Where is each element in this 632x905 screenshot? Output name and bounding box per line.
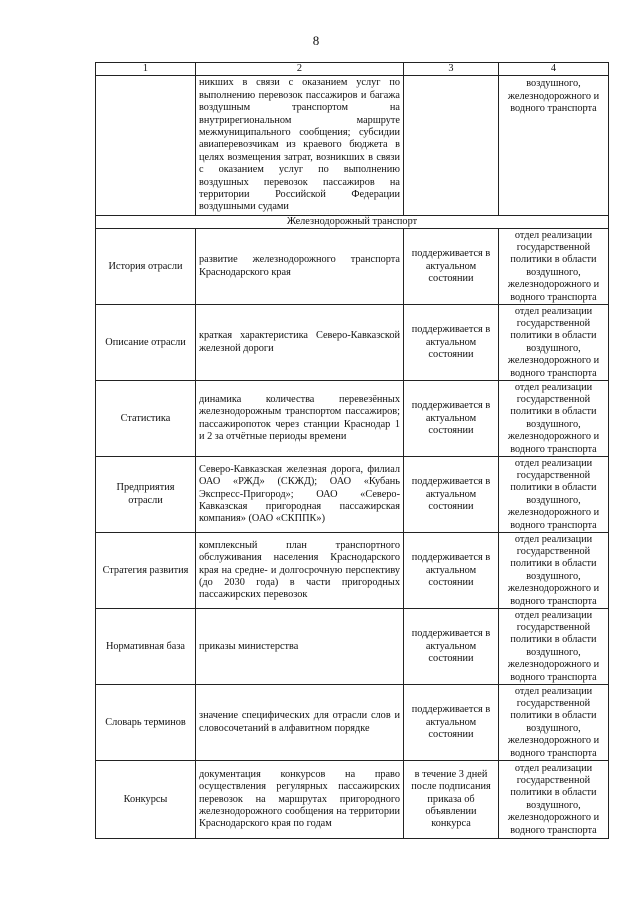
cell-content: динамика количества перевезённых железнодорожным транспортом пассажиров; пассажиропоток через станции Краснодар 1 и 2 за отчётные периоды времени [196,381,404,457]
cell-update [404,76,499,215]
cell-section: Конкурсы [96,761,196,839]
cell-responsible: отдел реализации государственной политики в области воздушного, железнодорожного и водного транспорта [499,305,609,381]
table-row [96,685,609,761]
table-row [96,229,609,305]
cell-section: История отрасли [96,229,196,305]
cell-section: Описание отрасли [96,305,196,381]
header-row [96,63,609,76]
cell-content: Северо-Кавказская железная дорога, филиал ОАО «РЖД» (СКЖД); ОАО «Кубань Экспресс-Пригород»; ОАО «Северо-Кавказская пригородная пассажирская компания» (ОАО «СКППК») [196,457,404,533]
cell-responsible: отдел реализации государственной политики в области воздушного, железнодорожного и водного транспорта [499,685,609,761]
cell-section: Стратегия развития [96,533,196,609]
cell-section [96,76,196,215]
cell-content: документация конкурсов на право осуществления регулярных пассажирских перевозок на маршрутах пригородного железнодорожного сообщения на территории Краснодарского края по годам [196,761,404,839]
cell-responsible: отдел реализации государственной политики в области воздушного, железнодорожного и водного транспорта [499,229,609,305]
cell-section: Нормативная база [96,609,196,685]
cell-content: краткая характеристика Северо-Кавказской железной дороги [196,305,404,381]
table-row [96,533,609,609]
cell-content: приказы министерства [196,609,404,685]
cell-section: Словарь терминов [96,685,196,761]
cell-responsible: отдел реализации государственной политики в области воздушного, железнодорожного и водного транспорта [499,609,609,685]
data-table [95,62,609,839]
cell-responsible: отдел реализации государственной политики в области воздушного, железнодорожного и водного транспорта [499,457,609,533]
table-row [96,76,609,215]
cell-content: значение специфических для отрасли слов и словосочетаний в алфавитном порядке [196,685,404,761]
cell-responsible: отдел реализации государственной политики в области воздушного, железнодорожного и водного транспорта [499,761,609,839]
table-row [96,305,609,381]
cell-update: поддерживается в актуальном состоянии [404,229,499,305]
cell-content: развитие железнодорожного транспорта Краснодарского края [196,229,404,305]
cell-section: Предприятия отрасли [96,457,196,533]
header-cell: 4 [499,63,609,76]
cell-update: в течение 3 дней после подписания приказа об объявлении конкурса [404,761,499,839]
section-title: Железнодорожный транспорт [96,215,609,228]
table-row [96,609,609,685]
cell-responsible: отдел реализации государственной политики в области воздушного, железнодорожного и водного транспорта [499,533,609,609]
page-number: 8 [312,33,320,48]
header-cell: 3 [404,63,499,76]
cell-section: Статистика [96,381,196,457]
cell-update: поддерживается в актуальном состоянии [404,609,499,685]
cell-update: поддерживается в актуальном состоянии [404,457,499,533]
cell-responsible: воздушного, железнодорожного и водного транспорта [499,76,609,215]
cell-content: никших в связи с оказанием услуг по выполнению перевозок пассажиров и багажа воздушным транспортом на внутрирегиональном маршруте межмуниципального сообщения; субсидии авиаперевозчикам из краевого бюджета в целях возмещения затрат, возникших в связи с оказанием услуг по выполнению воздушных перевозок пассажиров на территории Российской Федерации воздушными судами [196,76,404,215]
cell-responsible: отдел реализации государственной политики в области воздушного, железнодорожного и водного транспорта [499,381,609,457]
cell-update: поддерживается в актуальном состоянии [404,685,499,761]
header-cell: 2 [196,63,404,76]
table-row [96,761,609,839]
header-cell: 1 [96,63,196,76]
section-row [96,215,609,228]
cell-update: поддерживается в актуальном состоянии [404,533,499,609]
cell-content: комплексный план транспортного обслуживания населения Краснодарского края на средне- и долгосрочную перспективу (до 2030 года) в части пригородных пассажирских перевозок [196,533,404,609]
cell-update: поддерживается в актуальном состоянии [404,381,499,457]
table-row [96,457,609,533]
table-row [96,381,609,457]
cell-update: поддерживается в актуальном состоянии [404,305,499,381]
